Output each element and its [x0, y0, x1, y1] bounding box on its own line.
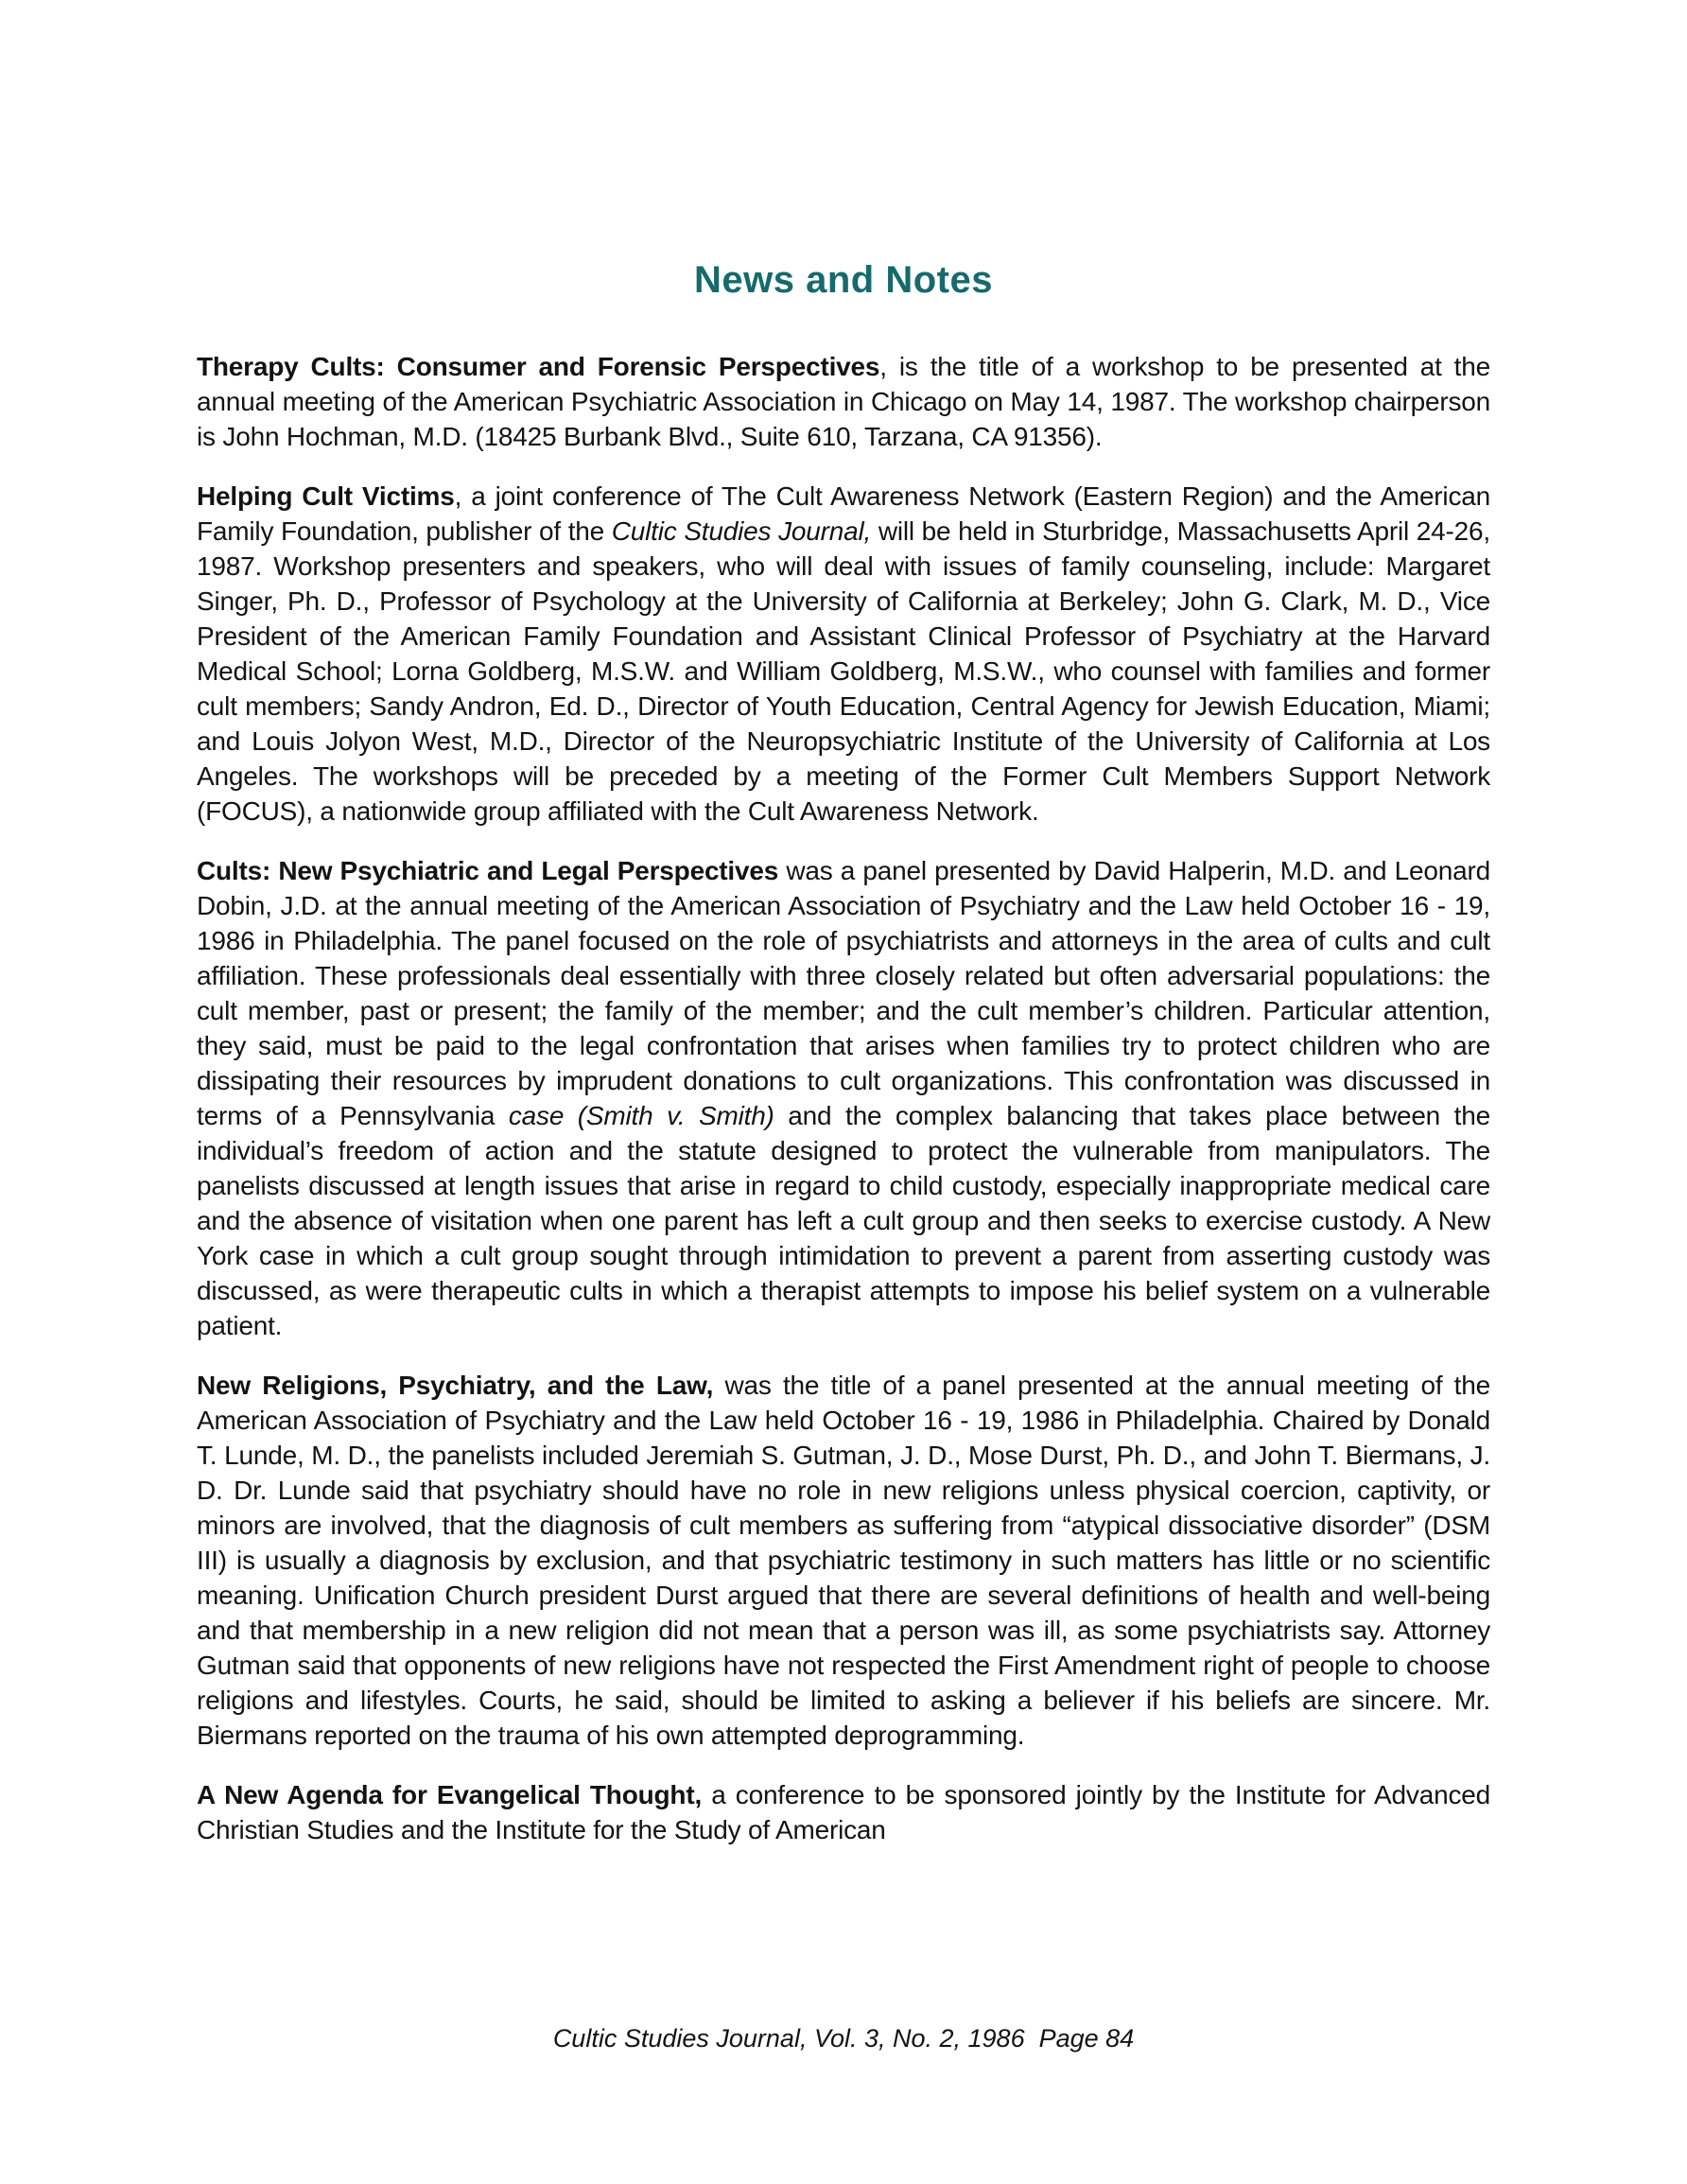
paragraph-text: a conference to be sponsored jointly by the Institute for Advanced Christian Studies and the Institute for the Study of American	[197, 1780, 1490, 1844]
paragraph-lead: Cults: New Psychiatric and Legal Perspectives	[197, 856, 779, 885]
paragraph-text: was a panel presented by David Halperin, M.D. and Leonard Dobin, J.D. at the annual meeting of the American Association of Psychiatry and the Law held October 16 - 19, 1986 in Philadelphia. The panel focused on the role of psychiatrists and attorneys in the area of cults and cult affiliation. These professionals deal essentially with three closely related but often adversarial populations: the cult member, past or present; the family of the member; and the cult member’s children. Particular attention, they said, must be paid to the legal confrontation that arises when families try to protect children who are dissipating their resources by imprudent donations to cult organizations. This confrontation was discussed in terms of a Pennsylvania	[197, 856, 1490, 1130]
paragraph-text: , is the title of a workshop to be presented at the annual meeting of the American Psychiatric Association in Chicago on May 14, 1987. The workshop chairperson is John Hochman, M.D. (18425 Burbank Blvd., Suite 610, Tarzana, CA 91356).	[197, 352, 1490, 451]
paragraph-lead: New Religions, Psychiatry, and the Law,	[197, 1371, 714, 1400]
paragraph-new-religions-psychiatry-law	[197, 1368, 1490, 1753]
case-citation-italic: case (Smith v. Smith)	[508, 1101, 774, 1130]
paragraph-lead: Therapy Cults: Consumer and Forensic Perspectives	[197, 352, 880, 381]
paragraph-cults-new-psychiatric-legal	[197, 853, 1490, 1343]
paragraph-text: will be held in Sturbridge, Massachusetts April 24-26, 1987. Workshop presenters and speakers, who will deal with issues of family counseling, include: Margaret Singer, Ph. D., Professor of Psychology at the University of California at Berkeley; John G. Clark, M. D., Vice President of the American Family Foundation and Assistant Clinical Professor of Psychiatry at the Harvard Medical School; Lorna Goldberg, M.S.W. and William Goldberg, M.S.W., who counsel with families and former cult members; Sandy Andron, Ed. D., Director of Youth Education, Central Agency for Jewish Education, Miami; and Louis Jolyon West, M.D., Director of the Neuropsychiatric Institute of the University of California at Los Angeles. The workshops will be preceded by a meeting of the Former Cult Members Support Network (FOCUS), a nationwide group affiliated with the Cult Awareness Network.	[197, 516, 1490, 826]
page-footer: Cultic Studies Journal, Vol. 3, No. 2, 1986 Page 84	[552, 2024, 1135, 2053]
paragraph-text: was the title of a panel presented at the annual meeting of the American Association of Psychiatry and the Law held October 16 - 19, 1986 in Philadelphia. Chaired by Donald T. Lunde, M. D., the panelists included Jeremiah S. Gutman, J. D., Mose Durst, Ph. D., and John T. Biermans, J. D. Dr. Lunde said that psychiatry should have no role in new religions unless physical coercion, captivity, or minors are involved, that the diagnosis of cult members as suffering from “atypical dissociative disorder” (DSM III) is usually a diagnosis by exclusion, and that psychiatric testimony in such matters has little or no scientific meaning. Unification Church president Durst argued that there are several definitions of health and well-being and that membership in a new religion did not mean that a person was ill, as some psychiatrists say. Attorney Gutman said that opponents of new religions have not respected the First Amendment right of people to choose religions and lifestyles. Courts, he said, should be limited to asking a believer if his beliefs are sincere. Mr. Biermans reported on the trauma of his own attempted deprogramming.	[197, 1371, 1490, 1750]
paragraph-text: , a joint conference of The Cult Awareness Network (Eastern Region) and the American Family Foundation, publisher of the	[197, 481, 1491, 546]
page-title: News and Notes	[694, 259, 993, 301]
paragraph-new-agenda-evangelical	[197, 1777, 1490, 1847]
paragraph-text: and the complex balancing that takes place between the individual’s freedom of action and the statute designed to protect the vulnerable from manipulators. The panelists discussed at length issues that arise in regard to child custody, especially inappropriate medical care and the absence of visitation when one parent has left a cult group and then seeks to exercise custody. A New York case in which a cult group sought through intimidation to prevent a parent from asserting custody was discussed, as were therapeutic cults in which a therapist attempts to impose his belief system on a vulnerable patient.	[197, 1101, 1490, 1340]
paragraph-helping-cult-victims	[197, 479, 1490, 829]
paragraph-therapy-cults	[197, 349, 1490, 454]
paragraph-lead: Helping Cult Victims	[197, 481, 455, 511]
page-content	[197, 259, 1490, 1872]
journal-name-italic: Cultic Studies Journal,	[611, 516, 872, 546]
paragraph-lead: A New Agenda for Evangelical Thought,	[197, 1780, 703, 1809]
